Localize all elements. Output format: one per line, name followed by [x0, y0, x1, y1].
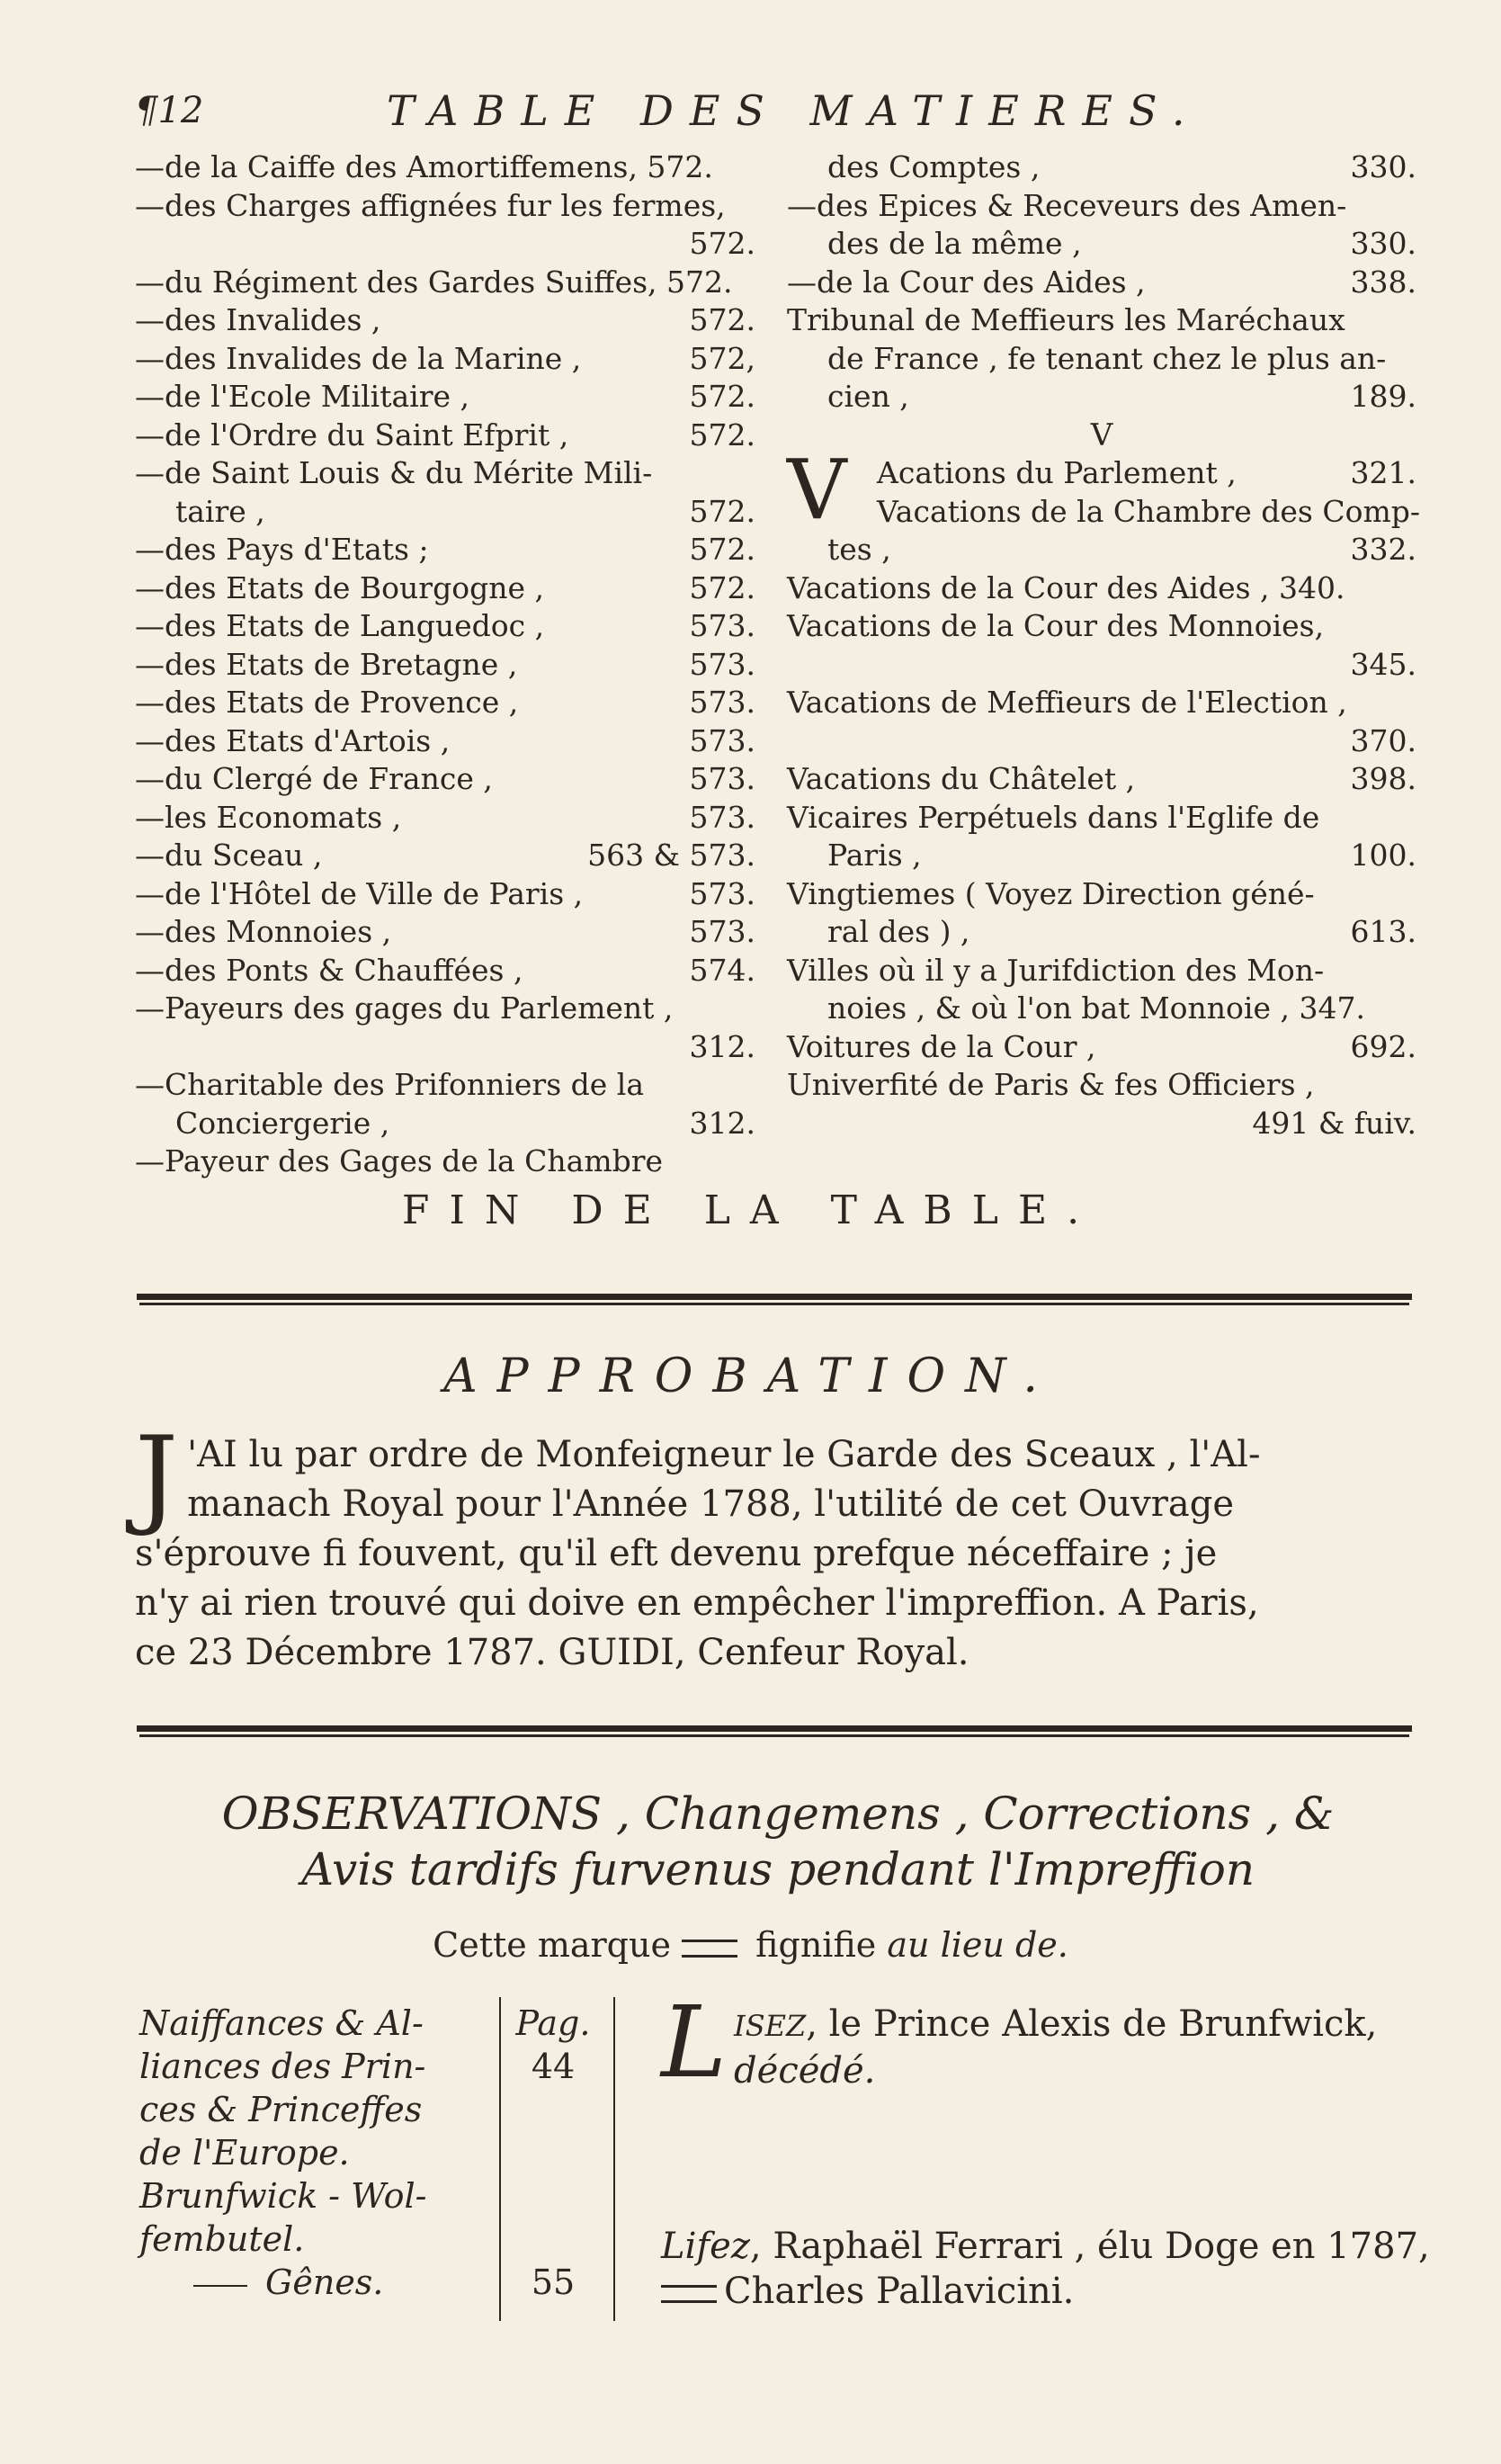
- entry-text: Conciergerie ,: [175, 1105, 390, 1141]
- marque-prefix: Cette marque: [433, 1925, 671, 1965]
- approbation-dropcap: J: [135, 1414, 179, 1539]
- correction-text: , Raphaël Ferrari , élu Doge en 1787,: [749, 2226, 1430, 2267]
- entry-text: Acations du Parlement ,: [877, 455, 1237, 490]
- index-entry: [787, 1105, 1416, 1143]
- index-left-column: [135, 148, 755, 1181]
- entry-page: 573.: [689, 799, 755, 835]
- index-entry: [787, 990, 1416, 1028]
- entry-page: 330.: [1350, 149, 1416, 184]
- index-entry: [787, 1066, 1416, 1105]
- index-entry: [135, 875, 755, 914]
- entry-text: Vicaires Perpétuels dans l'Eglife de: [787, 799, 1320, 835]
- entry-page: 321.: [1350, 455, 1416, 490]
- index-entry: [787, 301, 1416, 340]
- index-entry: [135, 301, 755, 340]
- index-entry: [135, 378, 755, 417]
- entry-page: 572.: [689, 417, 755, 452]
- index-entry: [135, 340, 755, 379]
- entry-text: Vingtiemes ( Voyez Direction géné-: [787, 875, 1315, 911]
- entry-text: Vacations de la Chambre des Comp-: [877, 493, 1421, 529]
- marque-suffix: fignifie: [755, 1925, 877, 1965]
- entry-text: —de la Caiffe des Amortiffemens, 572.: [135, 149, 713, 184]
- observations-title: [135, 1786, 1421, 1897]
- entry-page: 563 & 573.: [587, 838, 755, 873]
- entry-page: 572.: [689, 379, 755, 414]
- entry-text: —du Régiment des Gardes Suiffes, 572.: [135, 264, 733, 300]
- index-entry: [135, 531, 755, 569]
- approbation-line: ce 23 Décembre 1787. GUIDI, Cenfeur Royal.: [135, 1632, 969, 1673]
- entry-page: 573.: [689, 722, 755, 758]
- index-entry: [787, 684, 1416, 722]
- entry-text: Villes où il y a Jurifdiction des Mon-: [787, 952, 1325, 988]
- entry-page: 345.: [1350, 646, 1416, 682]
- entry-text: —des Etats de Provence ,: [135, 685, 519, 720]
- index-right-column: [787, 148, 1421, 1142]
- section-line: Naiffances & Al-: [139, 2003, 424, 2043]
- ornamental-rule: [137, 1725, 1412, 1734]
- entry-page: 572.: [689, 569, 755, 605]
- observations-section-column: [139, 2002, 490, 2304]
- correction-lisez: Lifez: [661, 2226, 750, 2267]
- index-entry: [135, 1066, 755, 1105]
- section-line: liances des Prin-: [139, 2047, 426, 2086]
- entry-text: —de Saint Louis & du Mérite Mili-: [135, 455, 653, 490]
- running-title: TABLE DES MATIERES.: [387, 86, 1202, 135]
- entry-page: 338.: [1350, 264, 1416, 300]
- marque-meaning: au lieu de.: [887, 1925, 1068, 1965]
- index-entry: [787, 1028, 1416, 1067]
- index-entry: [787, 722, 1416, 761]
- index-entry: [135, 837, 755, 875]
- correction-2: [661, 2224, 1434, 2314]
- entry-text: Vacations de la Cour des Monnoies,: [787, 608, 1325, 643]
- entry-page: 189.: [1350, 379, 1416, 414]
- spacer: [504, 2088, 603, 2261]
- correction-lisez: ISEZ: [734, 2009, 807, 2043]
- index-entry: [135, 569, 755, 608]
- section-line: fembutel.: [139, 2219, 305, 2259]
- page-number: ¶12: [135, 90, 204, 131]
- entry-page: 100.: [1350, 838, 1416, 873]
- observations-title-line: OBSERVATIONS , Changemens , Corrections , &: [221, 1788, 1335, 1840]
- marque-note: [0, 1925, 1501, 1965]
- running-header: [135, 86, 1412, 140]
- approbation-title: APPROBATION.: [443, 1349, 1058, 1403]
- index-entry: [787, 531, 1416, 569]
- index-entry: [787, 837, 1416, 875]
- pag-header: Pag.: [515, 2003, 591, 2043]
- index-entry: [787, 875, 1416, 914]
- double-dash-icon: [682, 1940, 737, 1958]
- entry-text: —des Etats de Bretagne ,: [135, 646, 518, 682]
- index-entry: [135, 760, 755, 799]
- index-entry: [787, 493, 1421, 532]
- index-entry: [135, 684, 755, 722]
- entry-page: 312.: [689, 1105, 755, 1141]
- entry-text: V: [1090, 417, 1113, 453]
- section-line: ces & Princeffes: [139, 2090, 423, 2129]
- index-entry: [135, 1142, 755, 1181]
- entry-page: 573.: [689, 761, 755, 796]
- index-entry: [135, 1028, 755, 1067]
- approbation-line: manach Royal pour l'Année 1788, l'utilité de cet Ouvrage: [187, 1483, 1235, 1525]
- entry-page: 613.: [1350, 914, 1416, 949]
- entry-page: 573.: [689, 914, 755, 949]
- index-entry: [787, 760, 1416, 799]
- correction-1: [661, 1985, 1434, 2100]
- index-entry: [787, 646, 1416, 685]
- dash-icon: [193, 2285, 247, 2287]
- entry-text: —des Invalides de la Marine ,: [135, 340, 582, 376]
- entry-page: 573.: [689, 875, 755, 911]
- entry-page: 572,: [689, 340, 755, 376]
- entry-page: 572.: [689, 226, 755, 261]
- entry-page: 692.: [1350, 1028, 1416, 1064]
- entry-text: —de l'Ecole Militaire ,: [135, 379, 470, 414]
- entry-text: Paris ,: [827, 838, 922, 873]
- index-entry: [135, 454, 755, 493]
- entry-text: de France , fe tenant chez le plus an-: [827, 340, 1387, 376]
- entry-text: —Charitable des Prifonniers de la: [135, 1067, 644, 1102]
- index-entry: [135, 607, 755, 646]
- index-entry: [787, 225, 1416, 264]
- index-entry: [135, 722, 755, 761]
- index-entry: [135, 990, 755, 1028]
- entry-text: —des Monnoies ,: [135, 914, 392, 949]
- section-line: de l'Europe.: [139, 2133, 350, 2173]
- entry-page: 572.: [689, 302, 755, 337]
- correction-dropcap: L: [661, 1985, 728, 2100]
- index-entry: [787, 799, 1416, 838]
- entry-page: 398.: [1350, 761, 1416, 796]
- entry-text: —des Epices & Receveurs des Amen-: [787, 187, 1347, 223]
- entry-text: Vacations de la Cour des Aides , 340.: [787, 569, 1345, 605]
- entry-text: —du Sceau ,: [135, 838, 323, 873]
- approbation-text: [135, 1414, 1421, 1678]
- entry-text: —des Etats d'Artois ,: [135, 722, 451, 758]
- index-entry: [135, 1105, 755, 1143]
- entry-page: 574.: [689, 952, 755, 988]
- entry-text: —de l'Hôtel de Ville de Paris ,: [135, 875, 584, 911]
- entry-text: Tribunal de Meffieurs les Maréchaux: [787, 302, 1345, 337]
- entry-text: noies , & où l'on bat Monnoie , 347.: [827, 990, 1365, 1026]
- entry-text: des de la même ,: [827, 226, 1082, 261]
- double-dash-icon: [661, 2285, 717, 2303]
- index-entry: [135, 225, 755, 264]
- entry-text: des Comptes ,: [827, 149, 1041, 184]
- correction-line2: Charles Pallavicini.: [724, 2271, 1075, 2312]
- index-entry: [787, 378, 1416, 417]
- index-entry: [135, 187, 755, 226]
- entry-page: 332.: [1350, 532, 1416, 567]
- index-entry: [787, 264, 1416, 302]
- index-entry: [135, 646, 755, 685]
- index-entry: [135, 264, 755, 302]
- entry-page: 573.: [689, 685, 755, 720]
- entry-text: —des Ponts & Chauffées ,: [135, 952, 523, 988]
- section-line: Brunfwick - Wol-: [139, 2176, 427, 2216]
- section-dropcap: V: [787, 442, 847, 538]
- correction-line2: décédé.: [734, 2050, 876, 2092]
- entry-text: —des Charges affignées fur les fermes,: [135, 187, 726, 223]
- index-entry: [135, 913, 755, 952]
- entry-text: taire ,: [175, 493, 265, 529]
- entry-page: 572.: [689, 532, 755, 567]
- entry-page: 330.: [1350, 226, 1416, 261]
- observations-page-column: [504, 2002, 603, 2304]
- end-of-table: FIN DE LA TABLE.: [401, 1187, 1100, 1233]
- index-entry: [135, 952, 755, 990]
- column-divider: [499, 1997, 501, 2321]
- entry-text: —de l'Ordre du Saint Efprit ,: [135, 417, 569, 452]
- index-entry: [787, 569, 1416, 608]
- index-entry: [787, 417, 1416, 455]
- page-ref: 55: [531, 2262, 576, 2302]
- entry-text: —de la Cour des Aides ,: [787, 264, 1146, 300]
- entry-text: tes ,: [827, 532, 891, 567]
- entry-text: Voitures de la Cour ,: [787, 1028, 1096, 1064]
- index-entry: [787, 187, 1416, 226]
- observations-title-line: Avis tardifs furvenus pendant l'Impreffion: [300, 1843, 1255, 1895]
- page-ref: 44: [531, 2047, 576, 2086]
- entry-text: cien ,: [827, 379, 909, 414]
- index-entry: [135, 148, 755, 187]
- index-entry: [787, 148, 1416, 187]
- entry-page: 573.: [689, 608, 755, 643]
- entry-text: Vacations de Meffieurs de l'Election ,: [787, 685, 1347, 720]
- index-entry: [787, 340, 1416, 379]
- entry-text: Vacations du Châtelet ,: [787, 761, 1136, 796]
- entry-page: 370.: [1350, 722, 1416, 758]
- entry-text: ral des ) ,: [827, 914, 970, 949]
- entry-text: —les Economats ,: [135, 799, 402, 835]
- entry-text: —Payeurs des gages du Parlement ,: [135, 990, 674, 1026]
- entry-page: 573.: [689, 646, 755, 682]
- index-entry: [787, 952, 1416, 990]
- index-entry: [787, 913, 1416, 952]
- ornamental-rule: [137, 1294, 1412, 1303]
- section-line-text: Gênes.: [265, 2262, 384, 2302]
- entry-page: 312.: [689, 1028, 755, 1064]
- entry-text: —Payeur des Gages de la Chambre: [135, 1143, 664, 1178]
- entry-text: —des Invalides ,: [135, 302, 381, 337]
- observations-corrections-column: [661, 1985, 1434, 2314]
- index-entry: [135, 493, 755, 532]
- entry-text: —des Etats de Languedoc ,: [135, 608, 545, 643]
- approbation-line: s'éprouve fi fouvent, qu'il eft devenu prefque néceffaire ; je: [135, 1533, 1218, 1574]
- column-divider: [613, 1997, 615, 2321]
- index-entry: [787, 607, 1416, 646]
- entry-page: 491 & fuiv.: [1252, 1105, 1416, 1141]
- entry-text: —des Etats de Bourgogne ,: [135, 569, 544, 605]
- section-line: [139, 2261, 490, 2304]
- index-entry: [135, 799, 755, 838]
- entry-text: Univerfité de Paris & fes Officiers ,: [787, 1067, 1315, 1102]
- entry-page: 572.: [689, 493, 755, 529]
- correction-text: , le Prince Alexis de Brunfwick,: [806, 2003, 1378, 2045]
- entry-text: —des Pays d'Etats ;: [135, 532, 429, 567]
- spacer: [661, 2093, 1434, 2224]
- approbation-line: n'y ai rien trouvé qui doive en empêcher l'impreffion. A Paris,: [135, 1582, 1259, 1624]
- entry-text: —du Clergé de France ,: [135, 761, 493, 796]
- approbation-line: 'AI lu par ordre de Monfeigneur le Garde des Sceaux , l'Al-: [187, 1434, 1261, 1475]
- index-entry: [135, 417, 755, 455]
